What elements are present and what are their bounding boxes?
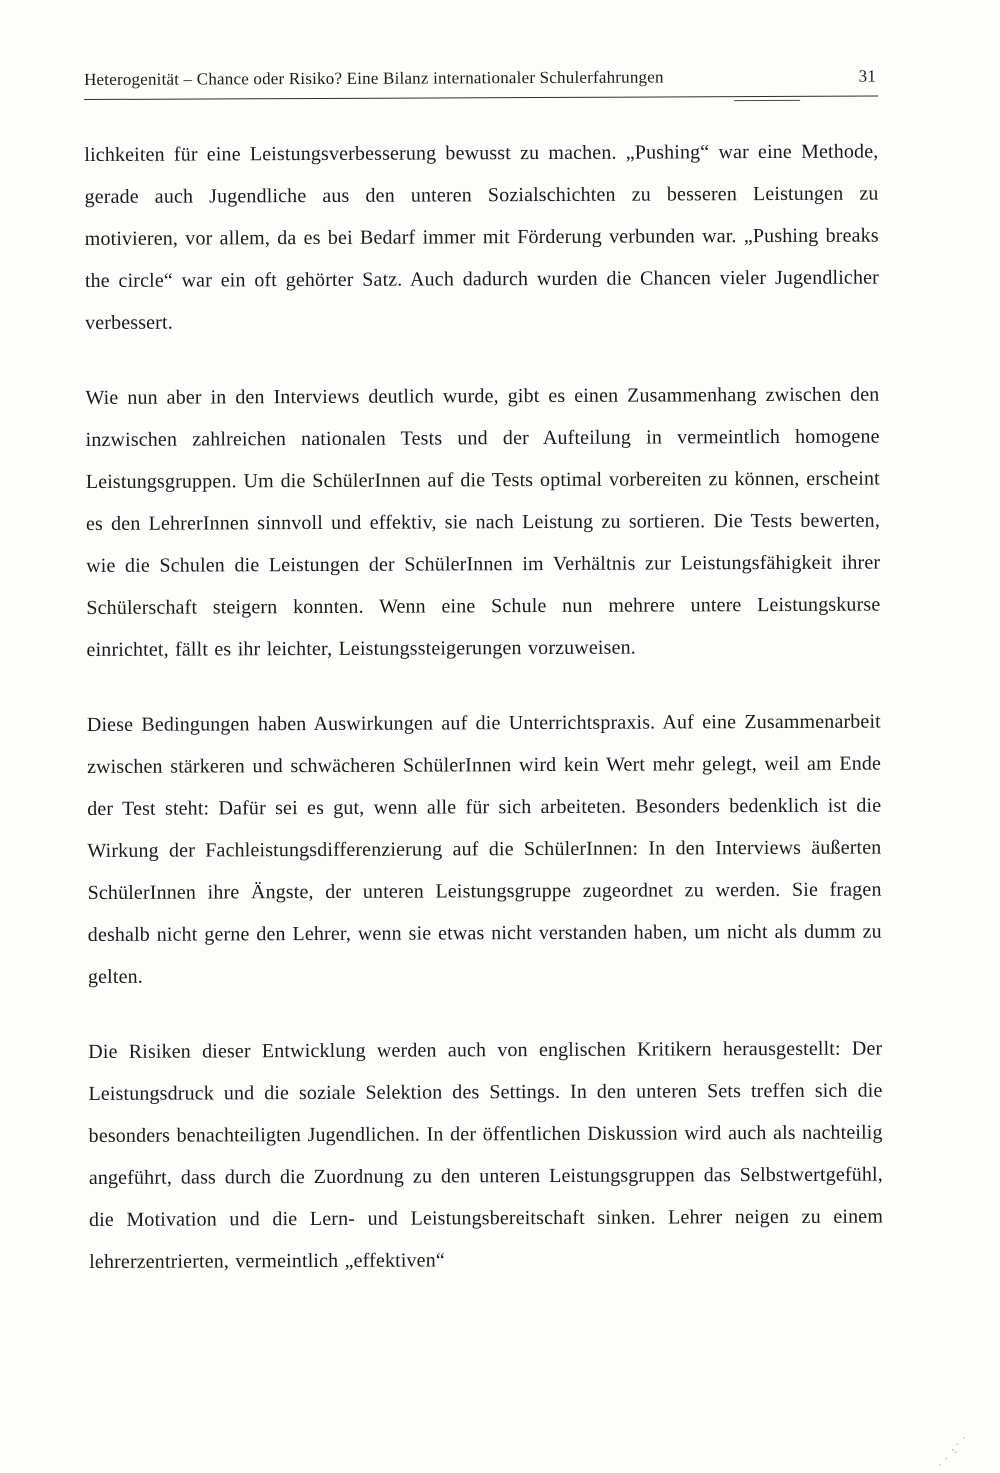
page-number: 31	[858, 66, 877, 86]
running-header	[84, 67, 878, 100]
scan-artifact	[952, 1449, 955, 1452]
paragraph: Wie nun aber in den Interviews deutlich wurde, gibt es einen Zusammenhang zwischen den inzwischen zahlreichen nationalen Tests und der Aufteilung in vermeintlich homogene Leistungsgruppen. Um die SchülerInnen auf die Tests optimal vorbereiten zu können, erscheint es den LehrerInnen sinnvoll und effektiv, sie nach Leistung zu sortieren. Die Tests bewerten, wie die Schulen die Leistungen der SchülerInnen im Verhältnis zur Leistungsfähigkeit ihrer Schülerschaft steigern konnten. Wenn eine Schule nun mehrere untere Leistungskurse einrichtet, fällt es ihr leichter, Leistungssteigerungen vorzuweisen.	[85, 383, 881, 661]
paragraph: lichkeiten für eine Leistungsverbesserung bewusst zu machen. „Pushing“ war eine Methode, gerade auch Jugendliche aus den unteren Sozialschichten zu besseren Leistungen zu motivieren, vor allem, da es bei Bedarf immer mit Förderung verbunden war. „Pushing breaks the circle“ war ein oft gehörter Satz. Auch dadurch wurden die Chancen vieler Jugendlicher verbessert.	[84, 140, 879, 334]
paragraph: Diese Bedingungen haben Auswirkungen auf die Unterrichtspraxis. Auf eine Zusammenarbeit zwischen stärkeren und schwächeren SchülerInnen wird kein Wert mehr gelegt, weil am Ende der Test steht: Dafür sei es gut, wenn alle für sich arbeiteten. Besonders bedenklich ist die Wirkung der Fachleistungsdifferenzierung auf die SchülerInnen: In den Interviews äußerten SchülerInnen ihre Ängste, der unteren Leistungsgruppe zugeordnet zu werden. Sie fragen deshalb nicht gerne den Lehrer, wenn sie etwas nicht verstanden haben, um nicht als dumm zu gelten.	[86, 710, 882, 988]
header-rule-secondary	[734, 100, 800, 101]
running-header-title: Heterogenität – Chance oder Risiko? Eine Bilanz internationaler Schulerfahrungen	[84, 67, 664, 89]
page-content	[84, 67, 883, 1283]
paragraph: Die Risiken dieser Entwicklung werden auch von englischen Kritikern herausgestellt: Der Leistungsdruck und die soziale Selektion des Settings. In den unteren Sets treffen sich die besonders benachteiligten Jugendlichen. In der öffentlichen Diskussion wird auch als nachteilig angeführt, dass durch die Zuordnung zu den unteren Leistungsgruppen das Selbstwertgefühl, die Motivation und die Lern- und Leistungsbereitschaft sinken. Lehrer neigen zu einem lehrerzentrierten, vermeintlich „effektiven“	[88, 1037, 884, 1273]
body-text	[84, 131, 883, 1283]
